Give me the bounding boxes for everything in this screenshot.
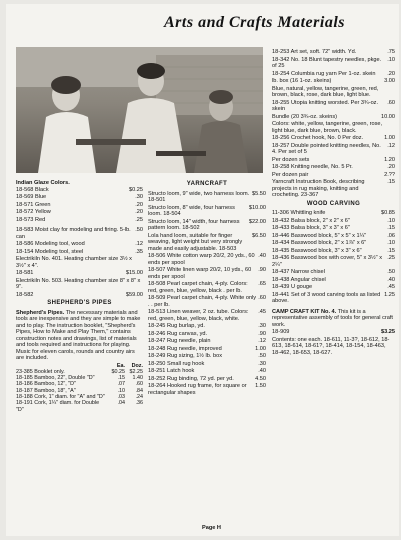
wood-carving-item-price: .06 xyxy=(387,232,395,239)
wood-carving-item-text: 18-437 Narrow chisel xyxy=(272,269,325,275)
clay-item-text: 18-581 xyxy=(16,270,34,276)
wood-carving-item xyxy=(272,233,395,240)
yarncraft-item-price: $22.00 xyxy=(248,218,266,225)
pipes-cell-doz: .84 xyxy=(135,387,143,394)
yarn-supply-item-price: .60 xyxy=(387,99,395,106)
pipes-heading: SHEPHERD'S PIPES xyxy=(47,300,112,306)
column-yarncraft xyxy=(148,179,266,397)
pipes-row xyxy=(16,400,143,413)
glaze-heading: Indian Glaze Colors. xyxy=(16,180,70,186)
pipes-cell-ea: .04 xyxy=(117,400,125,407)
yarncraft-item-text: 18-248 Rug needle, improved xyxy=(148,345,222,352)
glaze-item-price: .25 xyxy=(135,216,143,223)
wood-carving-item xyxy=(272,292,395,305)
yarn-supply-item-text: Per dozen pair xyxy=(272,171,309,178)
wood-carving-item-price: .25 xyxy=(387,255,395,261)
clay-item xyxy=(16,292,143,299)
pipes-cell-ea: $0.25 xyxy=(111,368,125,375)
wood-carving-item-text: 18-439 U gouge xyxy=(272,284,313,290)
glaze-item-text: 18-573 Red xyxy=(16,216,46,223)
yarncraft-item xyxy=(148,309,266,322)
yarn-supply-item xyxy=(272,172,395,179)
photo-illustration xyxy=(16,47,263,173)
clay-item-price xyxy=(141,256,143,269)
wood-carving-item-text: 18-436 Basswood box with cover, 5" x 3½" x 2¼" xyxy=(272,255,383,268)
yarncraft-item-text: 18-509 Pearl carpet chain, 4-ply. White only . . per lb. xyxy=(148,295,257,308)
glaze-item-text: 18-568 Black xyxy=(16,186,49,193)
yarncraft-item-price: .90 xyxy=(258,267,266,273)
pipes-col-doz: Doz. xyxy=(131,362,143,369)
yarncraft-item xyxy=(148,338,266,345)
yarn-supply-item-price: 1.20 xyxy=(384,156,395,163)
yarn-supply-item xyxy=(272,49,395,56)
wood-carving-item-price: $0.85 xyxy=(381,210,395,216)
yarn-supply-item-text: 18-342 No. 18 Blunt tapestry needles, pkge. of 25 xyxy=(272,56,382,69)
pipes-col-ea: Ea. xyxy=(116,362,125,369)
craft-workers-photo xyxy=(16,47,263,173)
yarncraft-item xyxy=(148,253,266,266)
clay-item xyxy=(16,278,143,291)
wood-carving-item-text: 11-306 Whittling knife xyxy=(272,210,326,216)
yarncraft-item-price: .65 xyxy=(258,281,266,287)
yarn-supply-item-price: 3.00 xyxy=(384,78,395,84)
clay-item-text: 18-586 Modeling tool, wood xyxy=(16,241,85,247)
yarncraft-item-price: .40 xyxy=(258,253,266,259)
yarn-supply-item xyxy=(272,179,395,199)
yarncraft-item-price: $10.00 xyxy=(248,204,266,211)
wood-carving-item xyxy=(272,269,395,276)
pipes-intro-bold: Shepherd's Pipes. xyxy=(16,309,65,316)
yarncraft-item-text: Lola hand loom, suitable for finger weaving, light weight but very strongly made and easily adjustable. 18-503 xyxy=(148,232,243,252)
wood-carving-item-text: 18-432 Balsa block, 2" x 2" x 6" xyxy=(272,217,350,224)
yarn-supply-item-price xyxy=(393,86,395,99)
yarn-supply-item-text: Per dozen sets xyxy=(272,156,310,163)
pipes-cell-doz: .36 xyxy=(135,400,143,407)
yarncraft-heading: YARNCRAFT xyxy=(186,181,228,187)
yarncraft-item xyxy=(148,376,266,383)
pipes-cell-doz: $2.25 xyxy=(129,368,143,375)
wood-carving-item xyxy=(272,255,395,268)
yarncraft-item-text: Structo loom, 8" wide, four harness loom. 18-504 xyxy=(148,204,235,217)
clay-item xyxy=(16,241,143,248)
wood-carving-item xyxy=(272,240,395,247)
yarncraft-item-price: 4.50 xyxy=(255,375,266,382)
clay-item-text: 18-582 xyxy=(16,291,34,298)
yarn-supply-item-text: Bundle (20 3¾-oz. skeins) xyxy=(272,113,337,120)
pipes-intro-text: The necessary materials and tools are inexpensive and they are simple to make and to play. The instruction booklet, "Shepherd's Pipes, How to Make and Play Them," contains construction notes and drawings, list of materials and tools required and instructions for playing. Music for eleven carols, rounds and country airs are included. xyxy=(16,309,141,361)
yarncraft-item xyxy=(148,383,266,396)
yarncraft-item xyxy=(148,346,266,353)
clay-list xyxy=(16,227,143,298)
glaze-item-price: .20 xyxy=(135,209,143,215)
glaze-item xyxy=(16,194,143,201)
yarn-supply-item-text: 18-254 Columbia rug yarn Per 1-oz. skein xyxy=(272,70,376,77)
yarn-supply-item-text: 18-253 Art set, soft. 72" width. Yd. xyxy=(272,49,357,55)
glaze-item xyxy=(16,187,143,194)
yarn-supply-item-text: 18-257 Double pointed knitting needles, No. 4. Per set of 5 xyxy=(272,142,381,155)
glaze-item-text: 18-572 Yellow xyxy=(16,209,51,215)
yarn-supply-item xyxy=(272,71,395,78)
yarncraft-item xyxy=(148,233,266,253)
pipes-cell-ea: .10 xyxy=(117,387,125,394)
clay-item-text: Electrikiln No. 401. Heating chamber size 3½ x 3½" x 4". xyxy=(16,256,132,269)
wood-carving-item-text: 18-446 Basswood block, 5" x 5" x 1¼" xyxy=(272,232,367,239)
yarncraft-item-text: Structo loom, 14" width, four harness pattern loom. 18-502 xyxy=(148,218,240,231)
yarncraft-item-text: 18-508 Pearl carpet chain, 4-ply. Colors: red, green, blue, yellow, black . per lb. xyxy=(148,281,248,294)
yarncraft-item-text: 18-506 White cotton warp 20/2, 20 yds., 60 ends per spool xyxy=(148,253,255,266)
pipes-cell-text: 18-187 Bamboo, 18", "A" xyxy=(16,387,76,394)
pipes-intro xyxy=(16,310,143,362)
camp-kit-price: $3.25 xyxy=(381,329,395,335)
column-glaze-pipes xyxy=(16,180,143,413)
clay-item xyxy=(16,270,143,277)
pipes-cell-text: 23-385 Booklet only. xyxy=(16,368,65,375)
camp-kit-description xyxy=(272,309,395,329)
camp-kit-contents: Contents: one each. 18-611, 11-3?, 18-612, 18-613, 18-614, 18-61?, 18-414, 18-154, 18-463, 18-462, 18-653, 18-627. xyxy=(272,336,390,356)
wood-carving-item-text: 18-434 Basswood block, 2" x 1⅞" x 6" xyxy=(272,240,367,246)
pipes-cell-doz: 1.40 xyxy=(132,375,143,382)
yarn-supply-item-text: 18-256 Crochet hook, No. 0 Per doz. xyxy=(272,135,364,141)
wood-carving-item-price: .45 xyxy=(387,284,395,290)
column-yarn-wood xyxy=(272,49,395,357)
page-number: Page H xyxy=(202,525,221,531)
yarn-supply-item-text: Yarncraft Instruction Book, describing projects in rug making, knitting and crocheting. 23-367 xyxy=(272,179,365,198)
clay-item-price: $15.00 xyxy=(125,270,143,276)
yarncraft-item xyxy=(148,353,266,360)
yarn-supply-item-price: .20 xyxy=(387,164,395,170)
yarncraft-item-price: .45 xyxy=(258,309,266,315)
yarn-supply-item-price xyxy=(393,121,395,134)
yarn-supply-item-price: .12 xyxy=(387,142,395,149)
yarncraft-item-text: Structo loom, 9" wide, two harness loom. 18-501 xyxy=(148,190,250,203)
catalog-page xyxy=(6,4,399,536)
glaze-item-price: .30 xyxy=(135,194,143,200)
yarn-supply-item xyxy=(272,157,395,164)
camp-kit-title: CAMP CRAFT KIT No. 4. xyxy=(272,308,337,315)
page-title: Arts and Crafts Materials xyxy=(164,14,345,31)
camp-kit-number: 18-909 xyxy=(272,329,290,335)
yarncraft-item xyxy=(148,191,266,204)
glaze-item xyxy=(16,217,143,224)
yarncraft-item-price: .40 xyxy=(258,368,266,374)
wood-carving-item-text: 18-441 Set of 3 wood carving tools as listed above. xyxy=(272,291,381,304)
pipes-cell-doz: .24 xyxy=(135,393,143,400)
camp-kit-price-row xyxy=(272,329,395,336)
yarncraft-item-text: 18-264 Hooked rug frame, for square or rectangular shapes xyxy=(148,383,247,396)
yarn-supply-item xyxy=(272,121,395,134)
yarncraft-item xyxy=(148,205,266,218)
clay-item-price: .50 xyxy=(135,227,143,233)
wood-carving-item-price: .15 xyxy=(387,225,395,231)
pipes-cell-ea: .15 xyxy=(117,375,125,382)
yarn-supply-item-price: .10 xyxy=(387,56,395,63)
yarncraft-item xyxy=(148,331,266,338)
yarn-supply-item-price: .75 xyxy=(387,49,395,55)
clay-item-price: $59.00 xyxy=(125,291,143,298)
wood-carving-item xyxy=(272,284,395,291)
yarn-supply-item-text: 18-255 Utopia knitting worsted. Per 3¾-oz. skein xyxy=(272,99,379,112)
yarncraft-item-text: 18-252 Rug binding, 72 yd. per yd. xyxy=(148,375,234,382)
wood-carving-item-price: .10 xyxy=(387,217,395,224)
yarncraft-item-price: 1.50 xyxy=(255,383,266,389)
yarn-supply-item xyxy=(272,57,395,70)
wood-carving-heading: WOOD CARVING xyxy=(306,200,361,207)
clay-item-price: .12 xyxy=(135,241,143,247)
wood-carving-item-price: .50 xyxy=(387,269,395,275)
clay-item-text: 18-154 Modeling tool, steel xyxy=(16,248,84,255)
pipes-cell-ea: .03 xyxy=(117,393,125,400)
clay-item xyxy=(16,227,143,240)
yarncraft-item-price: $5.50 xyxy=(252,190,266,197)
wood-carving-item xyxy=(272,210,395,217)
yarn-supply-item-price: 1.00 xyxy=(384,135,395,141)
wood-carving-item-price: .40 xyxy=(387,276,395,283)
yarncraft-item-price: .50 xyxy=(258,353,266,359)
yarncraft-item xyxy=(148,219,266,232)
glaze-item-price: .20 xyxy=(135,201,143,208)
yarncraft-item xyxy=(148,368,266,375)
clay-item-text: 18-583 Moist clay for modeling and firing. 5-lb. can xyxy=(16,227,131,240)
wood-carving-item-price: .10 xyxy=(387,240,395,246)
yarncraft-item-text: 18-247 Rug needle, plain xyxy=(148,338,211,344)
pipes-cell-text: 18-186 Bamboo, 12", "D" xyxy=(16,381,76,388)
clay-item-price: .35 xyxy=(135,248,143,255)
yarn-supply-item xyxy=(272,143,395,156)
yarncraft-item-text: 18-249 Rug sizing, 1½ lb. box xyxy=(148,353,223,359)
yarn-supply-item xyxy=(272,114,395,121)
yarncraft-item-text: 18-513 Linen weaver, 2 oz. tube. Colors: red, green, blue, yellow, black, white. xyxy=(148,309,249,322)
yarncraft-item-price: .30 xyxy=(258,323,266,329)
yarn-supply-item-text: Colors: white, yellow, tangerine, green, rose, light blue, dark blue, brown, black. xyxy=(272,121,383,134)
wood-carving-item xyxy=(272,277,395,284)
yarn-supply-item-text: 18-258 Knitting needle, No. 5 Pr. xyxy=(272,164,353,170)
yarn-supply-item-price: .15 xyxy=(387,179,395,185)
yarn-supplies-list xyxy=(272,49,395,199)
yarncraft-item-price: .90 xyxy=(258,330,266,337)
glaze-item-text: 18-571 Green xyxy=(16,201,51,208)
yarn-supply-item-price: .20 xyxy=(387,70,395,77)
glaze-item xyxy=(16,202,143,209)
wood-carving-item-text: 18-433 Balsa block, 3" x 3" x 6" xyxy=(272,225,350,231)
clay-item xyxy=(16,249,143,256)
yarncraft-item-text: 18-245 Rug burlap, yd. xyxy=(148,323,205,329)
yarncraft-list xyxy=(148,191,266,397)
yarn-supply-item xyxy=(272,78,395,85)
camp-kit-text: This kit is a representative assembly of tools for general craft work. xyxy=(272,308,393,328)
wood-carving-item-text: 18-435 Basswood block, 3" x 3" x 6" xyxy=(272,247,362,254)
yarncraft-item-price: .30 xyxy=(258,360,266,367)
yarncraft-item-text: 18-507 White linen warp 20/2, 10 yds., 60 ends per spool xyxy=(148,267,252,280)
yarncraft-item xyxy=(148,281,266,294)
yarn-supply-item xyxy=(272,135,395,142)
yarncraft-item-price: $6.50 xyxy=(252,232,266,239)
glaze-item-text: 18-569 Blue xyxy=(16,194,47,200)
yarncraft-item xyxy=(148,361,266,368)
wood-carving-list xyxy=(272,210,395,305)
yarn-supply-item-price: 10.00 xyxy=(381,113,395,120)
yarn-supply-item xyxy=(272,100,395,113)
yarncraft-item xyxy=(148,295,266,308)
pipes-cell-text: 18-191 Cork, 1¼" diam. for Double "D" xyxy=(16,400,100,413)
yarncraft-item-price: .12 xyxy=(258,338,266,344)
pipes-cell-doz: .60 xyxy=(135,381,143,388)
pipes-cell-ea: .07 xyxy=(117,381,125,388)
wood-carving-item xyxy=(272,218,395,225)
wood-carving-item xyxy=(272,248,395,255)
yarn-supply-item-price: 2.?? xyxy=(384,171,395,178)
yarn-supply-item xyxy=(272,86,395,99)
glaze-item-price: $0.25 xyxy=(129,186,143,193)
yarncraft-item-text: 18-250 Small rug hook xyxy=(148,360,205,367)
wood-carving-item-price: .15 xyxy=(387,247,395,254)
wood-carving-item xyxy=(272,225,395,232)
pipes-cell-text: 18-188 Cork, 1" diam. for "A" and "D" xyxy=(16,393,105,400)
yarn-supply-item-text: Blue, natural, yellow, tangerine, green, red, brown, black, rose, dark blue, light blue. xyxy=(272,85,379,98)
yarncraft-item-price: .60 xyxy=(258,295,266,301)
glaze-item xyxy=(16,209,143,216)
glaze-list xyxy=(16,187,143,224)
clay-item xyxy=(16,256,143,269)
yarncraft-item-text: 18-246 Rug canvas, yd. xyxy=(148,330,208,337)
yarncraft-item-text: 18-251 Latch hook xyxy=(148,368,195,374)
yarncraft-item-price: 1.00 xyxy=(255,345,266,352)
clay-item-price xyxy=(141,278,143,291)
yarn-supply-item-text: lb. box (16 1-oz. skeins) xyxy=(272,78,332,84)
yarn-supply-item xyxy=(272,164,395,171)
yarncraft-item xyxy=(148,323,266,330)
yarncraft-item xyxy=(148,267,266,280)
pipes-table xyxy=(16,363,143,413)
wood-carving-item-text: 18-438 Angular chisel xyxy=(272,276,326,283)
clay-item-text: Electrikiln No. 503. Heating chamber size 8" x 8" x 9". xyxy=(16,277,141,290)
wood-carving-item-price: 1.25 xyxy=(384,291,395,298)
pipes-cell-text: 18-185 Bamboo, 22", Double "D" xyxy=(16,375,95,382)
